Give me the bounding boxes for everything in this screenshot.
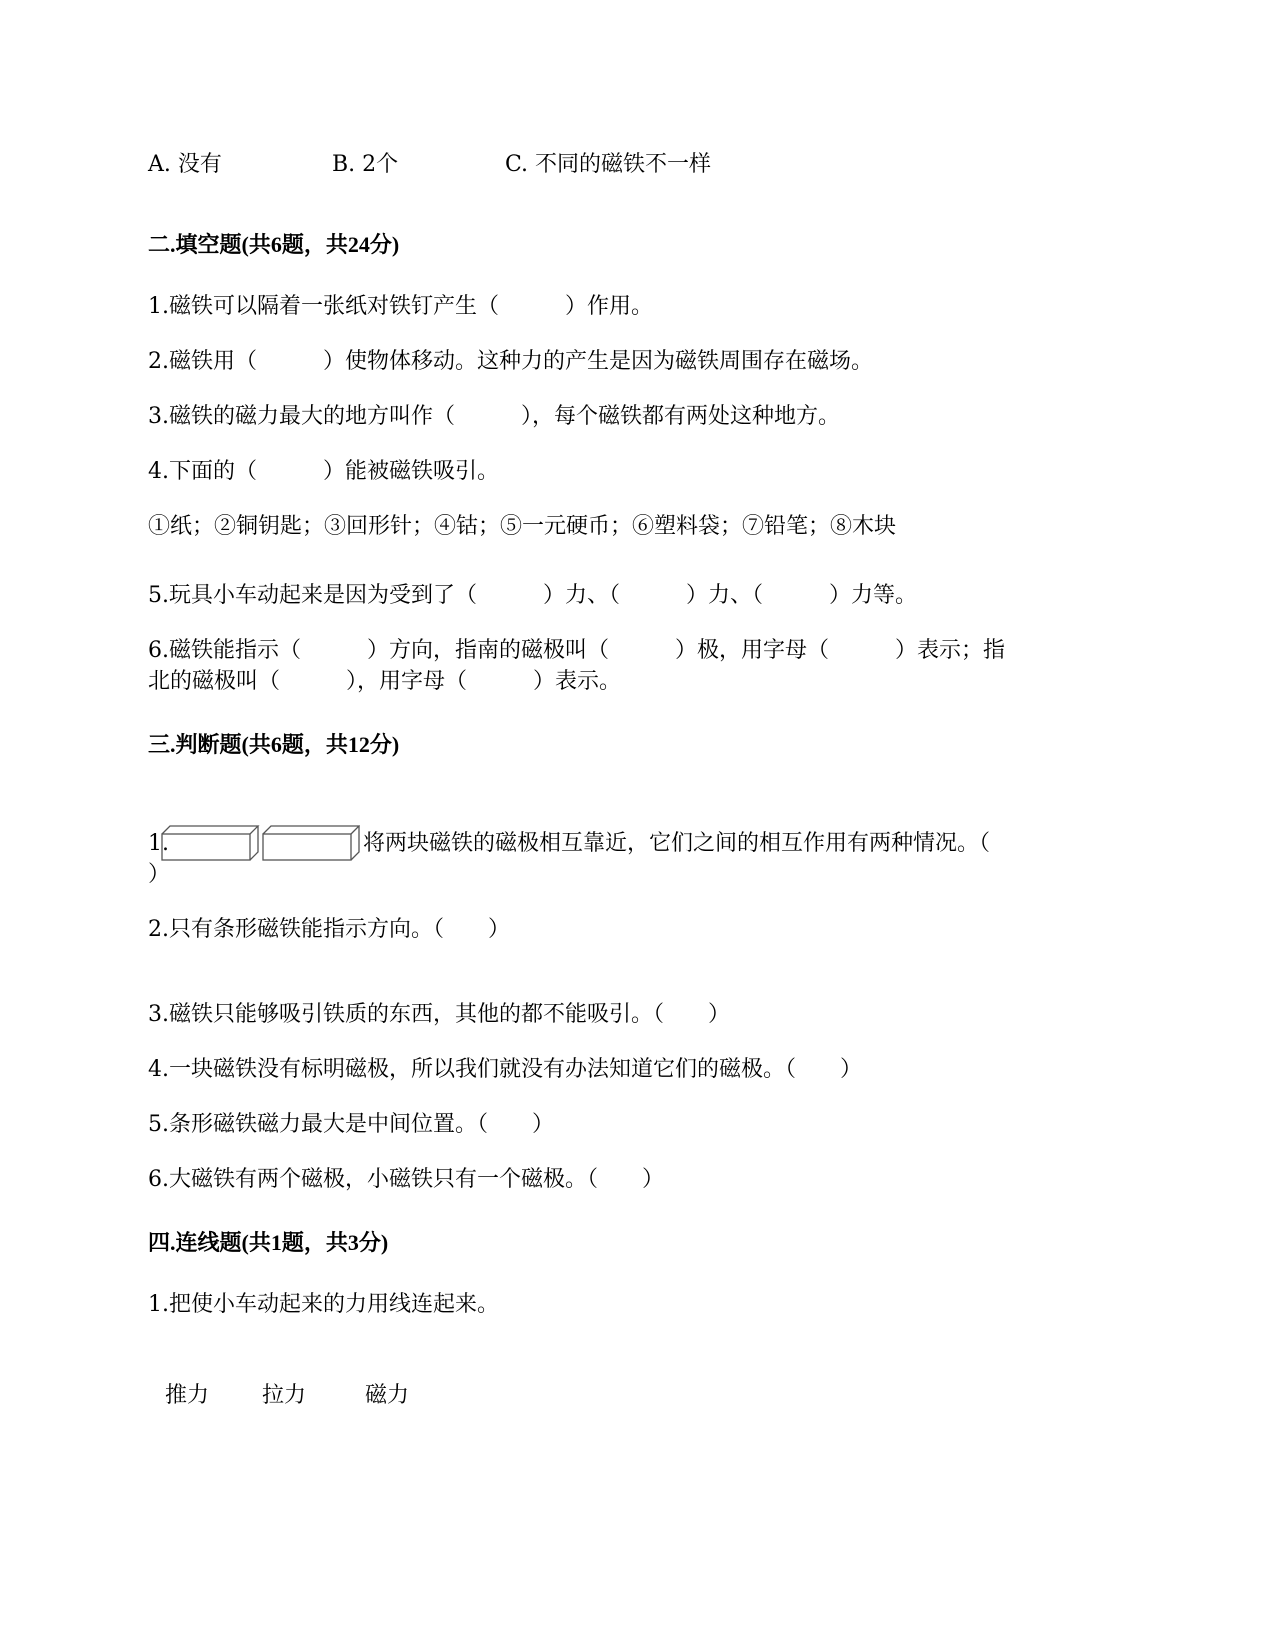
fill-question-6-line2: 北的磁极叫（ ），用字母（ ）表示。 [148,669,622,694]
judge-question-2: 2.只有条形磁铁能指示方向。（ ） [148,917,510,942]
judge-question-1-number: 1. [148,831,169,856]
matching-question-1: 1.把使小车动起来的力用线连起来。 [148,1292,499,1317]
option-a: A. 没有 [148,152,222,177]
judge-question-4: 4.一块磁铁没有标明磁极，所以我们就没有办法知道它们的磁极。（ ） [148,1057,862,1082]
fill-question-4: 4.下面的（ ）能被磁铁吸引。 [148,459,499,484]
bar-magnets-illustration [160,824,360,864]
force-push: 推力 [165,1383,210,1408]
judge-question-5: 5.条形磁铁磁力最大是中间位置。（ ） [148,1112,554,1137]
bar-magnet-left [162,826,258,860]
option-c: C. 不同的磁铁不一样 [505,152,712,177]
option-b: B. 2个 [332,152,399,177]
judge-question-1-text: 将两块磁铁的磁极相互靠近，它们之间的相互作用有两种情况。（ [363,831,991,856]
force-pull: 拉力 [262,1383,307,1408]
judge-question-1-close: ） [148,862,171,887]
force-magnetic: 磁力 [365,1383,410,1408]
judge-question-6: 6.大磁铁有两个磁极，小磁铁只有一个磁极。（ ） [148,1167,664,1192]
section-heading-fill-in: 二.填空题(共6题，共24分) [148,232,400,257]
fill-question-1: 1.磁铁可以隔着一张纸对铁钉产生（ ）作用。 [148,294,653,319]
fill-question-6-line1: 6.磁铁能指示（ ）方向，指南的磁极叫（ ）极，用字母（ ）表示；指 [148,638,1005,663]
fill-question-5: 5.玩具小车动起来是因为受到了（ ）力、（ ）力、（ ）力等。 [148,583,917,608]
fill-question-4-items: ①纸；②铜钥匙；③回形针；④钴；⑤一元硬币；⑥塑料袋；⑦铅笔；⑧木块 [148,514,897,539]
bar-magnet-right [263,826,359,860]
section-heading-true-false: 三.判断题(共6题，共12分) [148,732,400,757]
section-heading-matching: 四.连线题(共1题，共3分) [148,1230,389,1255]
fill-question-3: 3.磁铁的磁力最大的地方叫作（ ），每个磁铁都有两处这种地方。 [148,404,840,429]
judge-question-3: 3.磁铁只能够吸引铁质的东西，其他的都不能吸引。（ ） [148,1002,730,1027]
fill-question-2: 2.磁铁用（ ）使物体移动。这种力的产生是因为磁铁周围存在磁场。 [148,349,873,374]
